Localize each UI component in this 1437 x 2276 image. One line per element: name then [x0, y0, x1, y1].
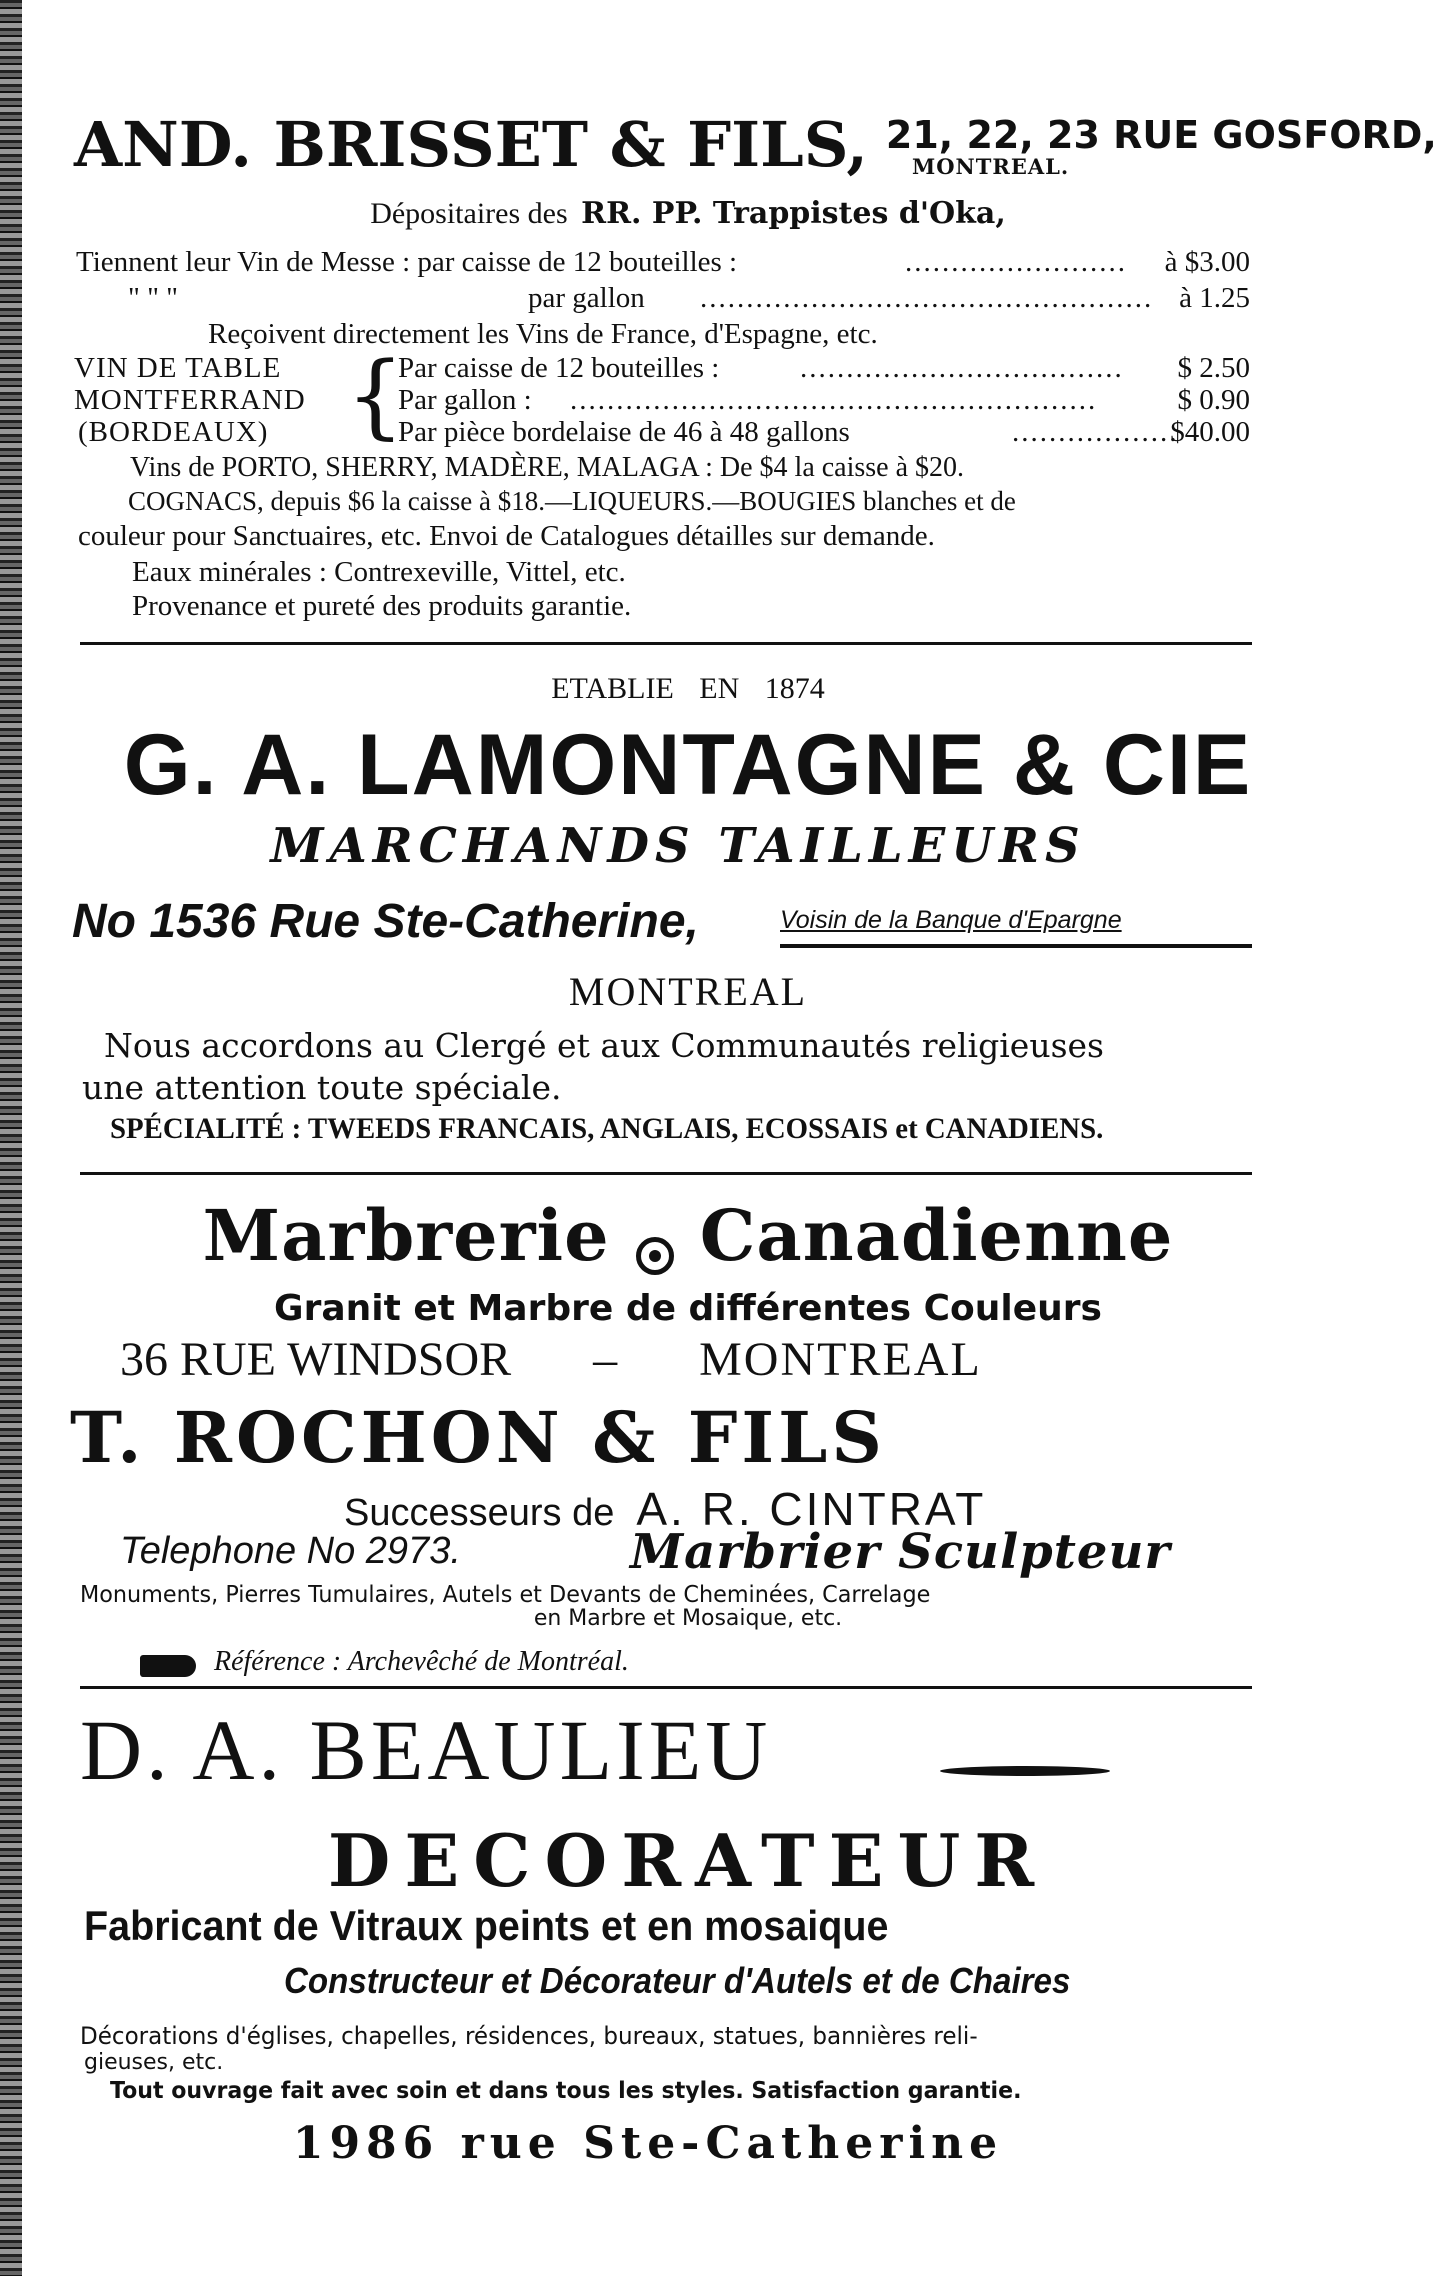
scanned-page-edge	[0, 0, 22, 2276]
lamontagne-established: ETABLIE EN 1874	[551, 672, 825, 705]
pointing-hand-icon	[140, 1655, 196, 1677]
lamontagne-near-underline	[780, 944, 1252, 948]
brisset-dotted-leader-1: ........................	[905, 246, 1127, 278]
brisset-vin-label-1: VIN DE TABLE	[74, 352, 282, 384]
marbrerie-products-1: Monuments, Pierres Tumulaires, Autels et Devants de Cheminées, Carrelage	[80, 1582, 931, 1608]
brisset-recoivent: Reçoivent directement les Vins de France, d'Espagne, etc.	[208, 318, 878, 350]
brisset-gallon-price: à 1.25	[1179, 282, 1250, 314]
beaulieu-vitraux: Fabricant de Vitraux peints et en mosaique	[84, 1902, 889, 1949]
lamontagne-specialite: SPÉCIALITÉ : TWEEDS FRANCAIS, ANGLAIS, ECOSSAIS et CANADIENS.	[110, 1112, 1104, 1145]
brisset-dotted-leader-3: ...................................	[800, 352, 1124, 384]
marbrerie-owner: T. ROCHON & FILS	[70, 1396, 886, 1479]
brisset-address: 21, 22, 23 RUE GOSFORD,	[885, 113, 1437, 157]
brisset-porto-line: Vins de PORTO, SHERRY, MADÈRE, MALAGA : De $4 la caisse à $20.	[130, 452, 965, 483]
marbrerie-predecessor: A. R. CINTRAT	[636, 1483, 987, 1535]
brisset-table-row-2: Par gallon :	[398, 384, 532, 416]
beaulieu-trade: DECORATEUR	[327, 1818, 1049, 1903]
brisset-dotted-leader-4: .........................................................	[570, 384, 1098, 416]
marbrerie-products-2: en Marbre et Mosaique, etc.	[533, 1606, 843, 1631]
marbrerie-telephone: Telephone No 2973.	[120, 1530, 461, 1572]
brisset-vin-label-2: MONTFERRAND	[74, 384, 306, 416]
brisset-table-price-1: $ 2.50	[1177, 352, 1250, 384]
brisset-dotted-leader-5: ..................	[1012, 416, 1179, 448]
brisset-ditto-marks: " " "	[128, 282, 179, 314]
brisset-couleur-line: couleur pour Sanctuaires, etc. Envoi de Catalogues détailles sur demande.	[78, 520, 935, 552]
marbrerie-title-left: Marbrerie	[202, 1194, 610, 1277]
brace-icon: {	[346, 342, 405, 449]
lamontagne-trade: MARCHANDS TAILLEURS	[270, 818, 1086, 874]
marbrerie-address-dash: –	[593, 1333, 618, 1386]
section-divider	[80, 1172, 1252, 1175]
brisset-provenance-line: Provenance et pureté des produits garantie.	[132, 590, 632, 622]
beaulieu-constructeur: Constructeur et Décorateur d'Autels et de Chaires	[284, 1960, 1071, 2001]
brisset-table-row-3: Par pièce bordelaise de 46 à 48 gallons	[398, 416, 850, 448]
lamontagne-city: MONTREAL	[568, 969, 808, 1014]
marbrerie-reference: Référence : Archevêché de Montréal.	[214, 1646, 629, 1677]
brisset-messe-price: à $3.00	[1164, 246, 1250, 278]
brisset-cognacs-line: COGNACS, depuis $6 la caisse à $18.—LIQUEURS.—BOUGIES blanches et de	[128, 486, 1016, 516]
lamontagne-name: G. A. LAMONTAGNE & CIE	[123, 717, 1253, 813]
lamontagne-offer-1: Nous accordons au Clergé et aux Communautés religieuses	[104, 1026, 1104, 1065]
section-divider	[80, 1686, 1252, 1689]
brisset-name: AND. BRISSET & FILS,	[74, 108, 868, 181]
section-divider	[80, 642, 1252, 645]
brisset-table-price-3: $40.00	[1170, 416, 1250, 448]
beaulieu-address: 1986 rue Ste-Catherine	[292, 2118, 1004, 2169]
lamontagne-address: No 1536 Rue Ste-Catherine,	[72, 895, 699, 948]
marbrerie-successeurs: Successeurs de	[344, 1492, 615, 1534]
beaulieu-ouvrage: Tout ouvrage fait avec soin et dans tous les styles. Satisfaction garantie.	[110, 2078, 1022, 2104]
lamontagne-offer-2: une attention toute spéciale.	[82, 1068, 562, 1107]
brisset-depositaires-prefix: Dépositaires des	[370, 197, 568, 230]
brisset-vin-label-3: (BORDEAUX)	[78, 416, 269, 448]
brisset-depositaires-bold: RR. PP. Trappistes d'Oka,	[581, 196, 1006, 231]
brisset-table-price-2: $ 0.90	[1177, 384, 1250, 416]
brisset-eaux-line: Eaux minérales : Contrexeville, Vittel, etc.	[132, 556, 626, 588]
beaulieu-name: D. A. BEAULIEU	[80, 1702, 772, 1798]
beaulieu-decorations-1: Décorations d'églises, chapelles, résidences, bureaux, statues, bannières reli-	[80, 2022, 978, 2050]
swash-flourish-icon	[940, 1766, 1110, 1776]
brisset-messe-label: Tiennent leur Vin de Messe : par caisse de 12 bouteilles :	[76, 246, 738, 278]
marbrerie-title-right: Canadienne	[699, 1194, 1174, 1277]
lamontagne-near: Voisin de la Banque d'Epargne	[780, 906, 1122, 934]
marbrerie-role: Marbrier Sculpteur	[630, 1524, 1171, 1580]
marbrerie-subtitle: Granit et Marbre de différentes Couleurs	[274, 1288, 1102, 1329]
rosette-ornament-icon	[636, 1237, 674, 1275]
marbrerie-address-left: 36 RUE WINDSOR	[120, 1333, 512, 1386]
brisset-gallon-label: par gallon	[528, 282, 645, 314]
brisset-dotted-leader-2: .................................................	[700, 282, 1154, 314]
beaulieu-decorations-2: gieuses, etc.	[84, 2050, 224, 2075]
brisset-table-row-1: Par caisse de 12 bouteilles :	[398, 352, 720, 384]
marbrerie-address-right: MONTREAL	[699, 1333, 982, 1386]
brisset-city: MONTREAL.	[912, 154, 1070, 179]
